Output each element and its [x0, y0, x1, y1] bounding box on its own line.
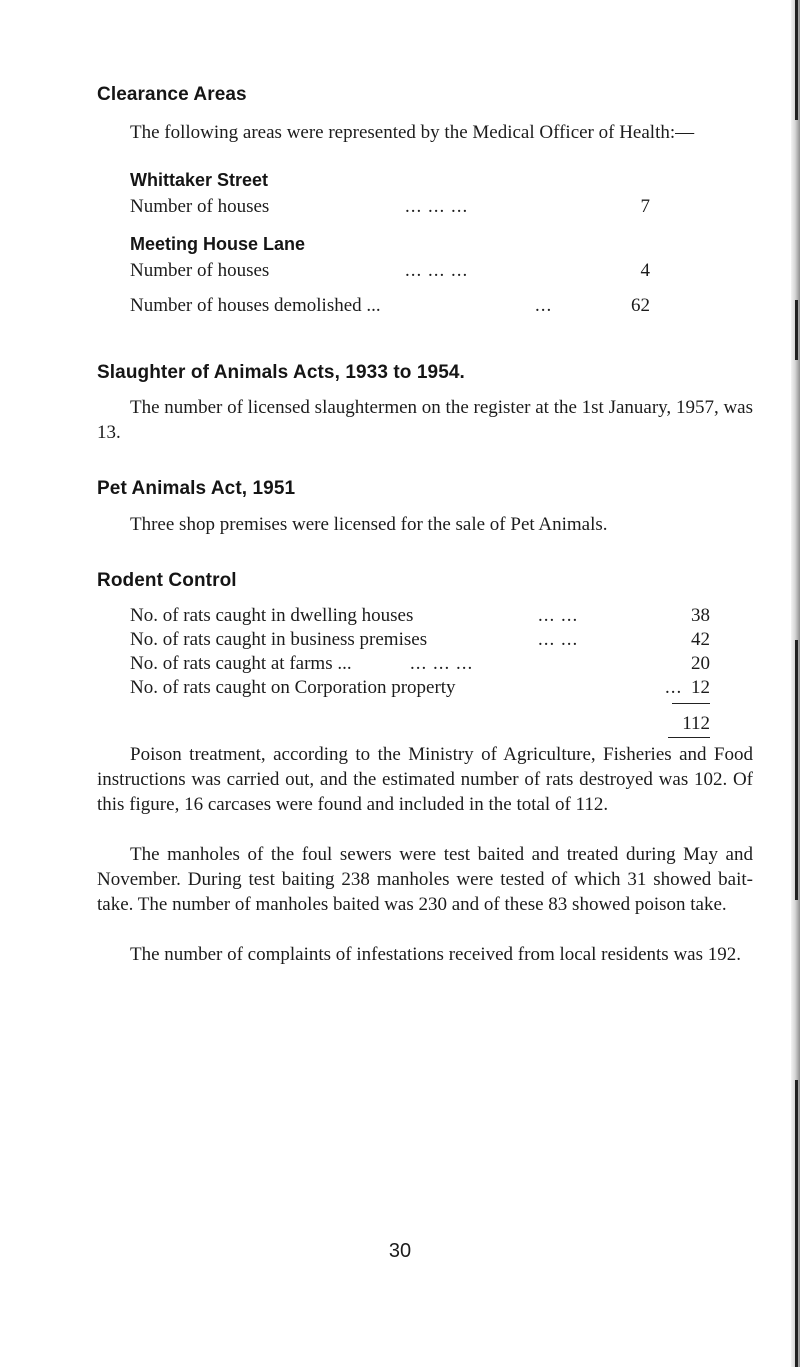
page-edge-mark [795, 1080, 798, 1367]
street-whittaker: Whittaker Street [130, 170, 269, 190]
rodent-row [130, 628, 710, 652]
rodent-row [130, 604, 710, 628]
slaughter-text: The number of licensed slaughtermen on the register at the 1st January, 1957, was 13. [97, 397, 753, 443]
meeting-house-houses-row [130, 259, 650, 283]
row-value: 62 [631, 295, 650, 316]
total-underline [668, 737, 710, 738]
clearance-intro: The following areas were represented by the Medical Officer of Health:— [130, 122, 695, 143]
page-number: 30 [388, 1240, 412, 1262]
houses-demolished-row [130, 294, 650, 318]
rodent-row [130, 676, 710, 700]
pet-animals-text: Three shop premises were licensed for the sale of Pet Animals. [130, 514, 608, 535]
page-edge-mark [795, 300, 798, 360]
row-value: 42 [691, 629, 710, 650]
manholes-paragraph: The manholes of the foul sewers were test baited and treated during May and November. During test baiting 238 manholes were tested of which 31 showed bait-take. The number of manholes baited was 230 and of these 83 showed poison take. [97, 844, 753, 915]
leader-dots: ... [535, 295, 553, 316]
rodent-row [130, 652, 710, 676]
row-label: No. of rats caught in dwelling houses [130, 605, 414, 626]
leader-dots: ... [665, 677, 683, 698]
row-label: Number of houses demolished ... [130, 295, 381, 316]
leader-dots: ... ... ... [410, 653, 474, 674]
leader-dots: ... ... ... [405, 260, 469, 281]
clearance-heading: Clearance Areas [97, 84, 247, 105]
whittaker-houses-row [130, 195, 650, 219]
leader-dots: ... ... [538, 629, 579, 650]
slaughter-heading: Slaughter of Animals Acts, 1933 to 1954. [97, 362, 465, 383]
row-label: No. of rats caught in business premises [130, 629, 428, 650]
row-label: Number of houses [130, 260, 270, 281]
leader-dots: ... ... ... [405, 196, 469, 217]
poison-treatment-paragraph: Poison treatment, according to the Ministry of Agriculture, Fisheries and Food instructions was carried out, and the estimated number of rats destroyed was 102. Of this figure, 16 carcases were found and included in the total of 112. [97, 744, 753, 815]
leader-dots: ... ... [538, 605, 579, 626]
row-label: No. of rats caught at farms ... [130, 653, 352, 674]
row-value: 4 [640, 260, 650, 281]
complaints-paragraph: The number of complaints of infestations received from local residents was 192. [130, 944, 741, 965]
row-value: 20 [691, 653, 710, 674]
page-edge-mark [795, 0, 798, 120]
row-label: Number of houses [130, 196, 270, 217]
pet-animals-heading: Pet Animals Act, 1951 [97, 478, 296, 499]
street-meeting-house-lane: Meeting House Lane [130, 234, 306, 254]
rodent-control-heading: Rodent Control [97, 570, 237, 591]
rodent-total-row [130, 712, 710, 736]
row-value: 7 [640, 196, 650, 217]
row-label: No. of rats caught on Corporation property [130, 677, 456, 698]
row-value: 38 [691, 605, 710, 626]
row-value: 12 [691, 677, 710, 698]
sum-rule [672, 703, 710, 704]
page-edge-mark [795, 640, 798, 900]
rodent-total: 112 [682, 713, 710, 734]
